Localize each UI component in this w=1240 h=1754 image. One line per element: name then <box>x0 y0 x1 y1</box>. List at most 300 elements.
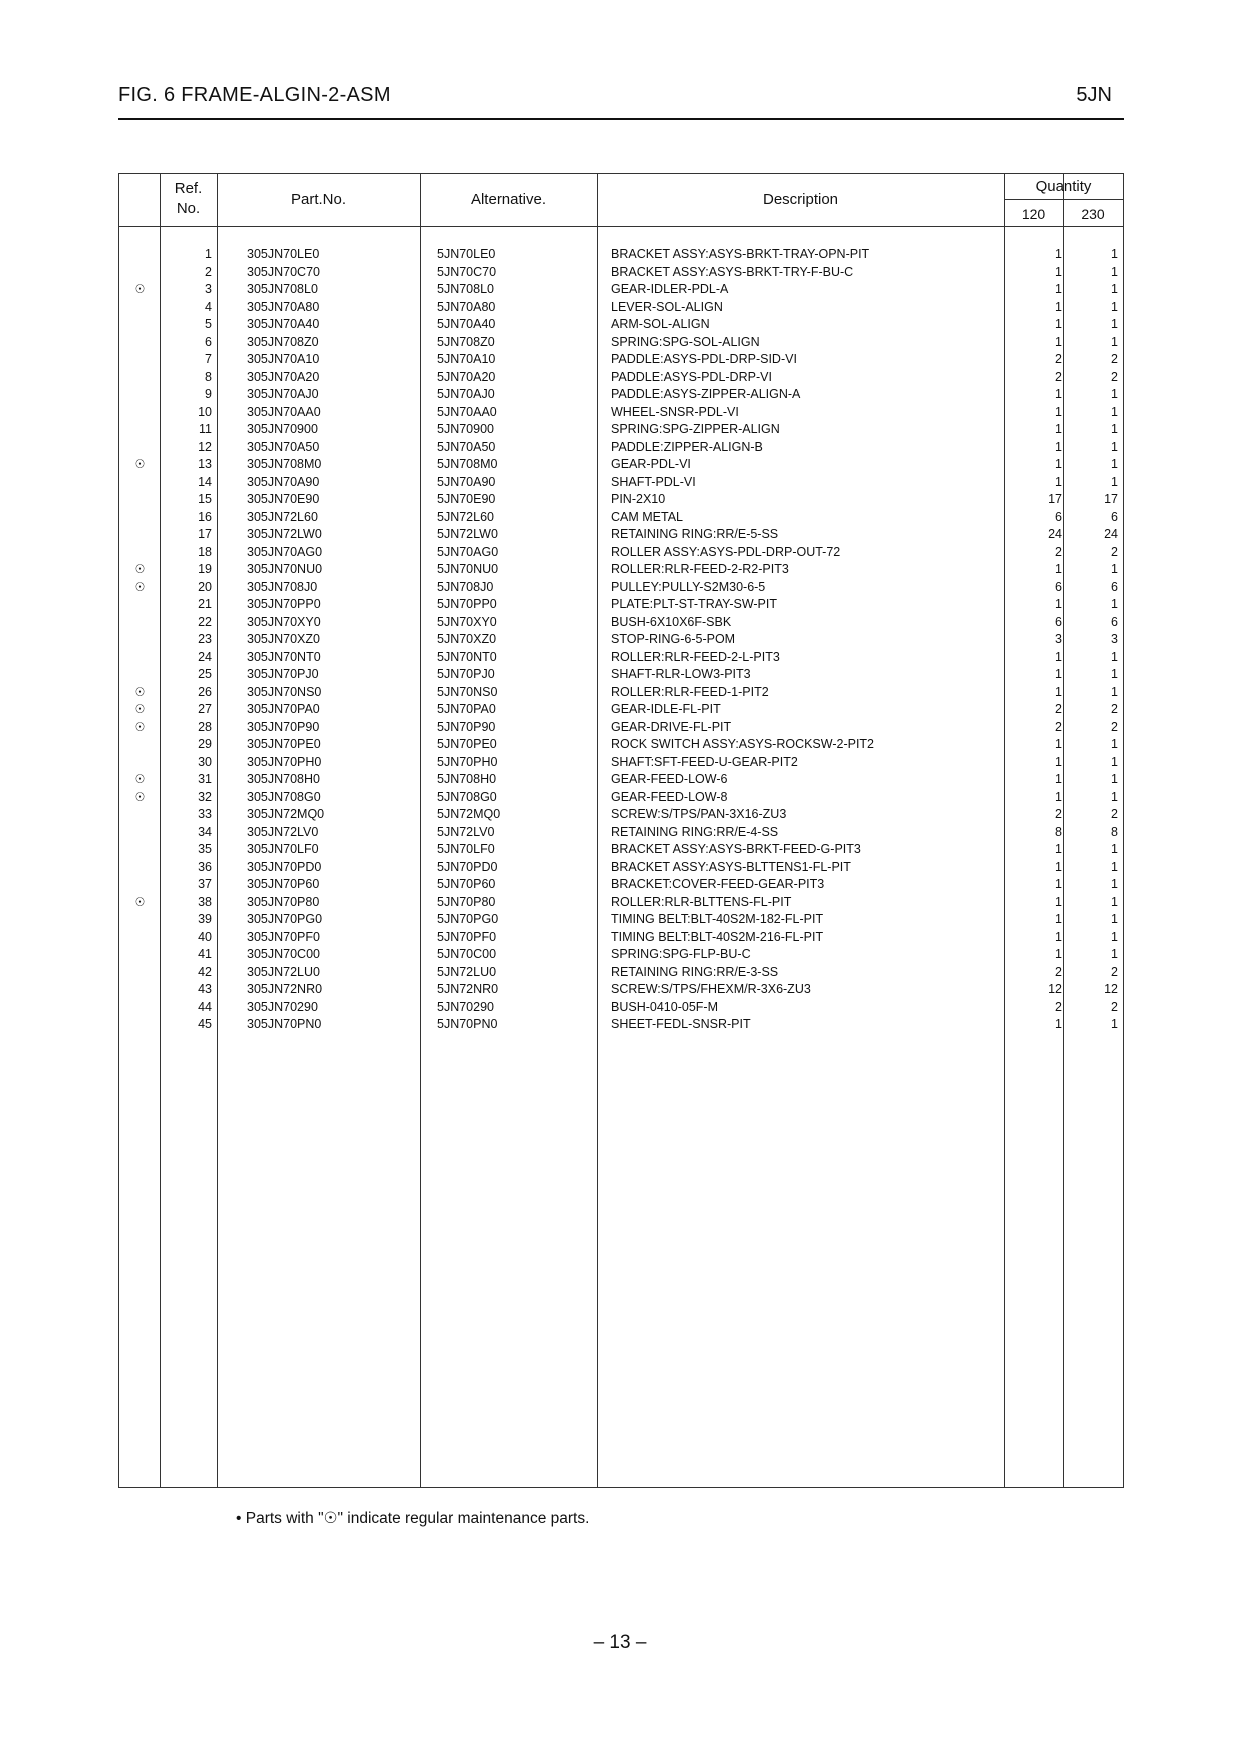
description-cell: SHEET-FEDL-SNSR-PIT <box>611 1017 751 1031</box>
description-cell: ROCK SWITCH ASSY:ASYS-ROCKSW-2-PIT2 <box>611 737 875 751</box>
description-cell: GEAR-PDL-VI <box>611 457 691 471</box>
part-no-cell: 305JN70P90 <box>247 719 320 734</box>
qty-230-cell: 1 <box>1111 947 1118 961</box>
description-cell: ROLLER ASSY:ASYS-PDL-DRP-OUT-72 <box>611 544 841 559</box>
alternative-cell: 5JN708L0 <box>437 282 494 296</box>
alternative-cell: 5JN70900 <box>437 422 494 436</box>
alternative-cell: 5JN708M0 <box>437 457 498 471</box>
qty-230-cell: 1 <box>1111 247 1118 261</box>
part-no-cell: 305JN708M0 <box>247 457 322 471</box>
part-no-cell: 305JN72MQ0 <box>247 807 325 821</box>
qty-230-cell: 2 <box>1111 807 1118 821</box>
alternative-cell: 5JN70C70 <box>437 264 497 279</box>
ref-no-cell: 27 <box>198 702 212 716</box>
qty-230-cell: 1 <box>1111 877 1118 891</box>
description-cell: ROLLER:RLR-FEED-2-L-PIT3 <box>611 649 780 664</box>
alternative-cell: 5JN72LW0 <box>437 527 498 541</box>
table-row <box>119 561 1123 579</box>
qty-230-cell: 8 <box>1111 824 1118 839</box>
part-no-cell: 305JN70A80 <box>247 299 320 314</box>
table-row <box>119 509 1123 527</box>
alternative-cell: 5JN70AG0 <box>437 544 499 559</box>
ref-no-cell: 24 <box>198 649 212 664</box>
table-row <box>119 824 1123 842</box>
table-row <box>119 264 1123 282</box>
description-cell: GEAR-FEED-LOW-8 <box>611 789 728 804</box>
table-row <box>119 666 1123 684</box>
description-cell: SCREW:S/TPS/FHEXM/R-3X6-ZU3 <box>611 982 811 996</box>
table-row <box>119 841 1123 859</box>
qty-120-cell: 1 <box>1055 789 1062 804</box>
qty-230-cell: 2 <box>1111 352 1118 366</box>
qty-120-cell: 1 <box>1055 422 1062 436</box>
qty-120-cell: 1 <box>1055 334 1062 349</box>
qty-230-cell: 1 <box>1111 737 1118 751</box>
ref-no-cell: 1 <box>205 247 212 261</box>
qty-120-cell: 6 <box>1055 579 1062 594</box>
qty-120-cell: 1 <box>1055 439 1062 454</box>
qty-120-cell: 1 <box>1055 737 1062 751</box>
qty-230-cell: 1 <box>1111 264 1118 279</box>
maintenance-mark-icon: ☉ <box>134 702 146 716</box>
ref-no-cell: 16 <box>198 509 212 524</box>
description-cell: LEVER-SOL-ALIGN <box>611 299 723 314</box>
alternative-cell: 5JN70LF0 <box>437 842 495 856</box>
qty-230-cell: 1 <box>1111 842 1118 856</box>
part-no-cell: 305JN70C70 <box>247 264 320 279</box>
qty-230-cell: 2 <box>1111 702 1118 716</box>
maintenance-mark-icon: ☉ <box>134 684 146 699</box>
qty-230-cell: 1 <box>1111 299 1118 314</box>
qty-230-cell: 1 <box>1111 667 1118 681</box>
qty-230-cell: 2 <box>1111 544 1118 559</box>
ref-no-cell: 25 <box>198 667 212 681</box>
part-no-cell: 305JN72LV0 <box>247 824 319 839</box>
qty-120-cell: 1 <box>1055 929 1062 944</box>
qty-120-cell: 3 <box>1055 632 1062 646</box>
qty-120-cell: 1 <box>1055 667 1062 681</box>
alternative-cell: 5JN72L60 <box>437 509 494 524</box>
alternative-cell: 5JN70PJ0 <box>437 667 495 681</box>
alternative-cell: 5JN70A80 <box>437 299 496 314</box>
qty-230-cell: 17 <box>1104 492 1118 506</box>
part-no-cell: 305JN70PD0 <box>247 859 322 874</box>
maintenance-mark-icon: ☉ <box>134 894 146 909</box>
alternative-cell: 5JN70XZ0 <box>437 632 497 646</box>
table-row <box>119 876 1123 894</box>
qty-120-cell: 1 <box>1055 754 1062 769</box>
description-cell: PADDLE:ZIPPER-ALIGN-B <box>611 439 763 454</box>
alternative-cell: 5JN70P60 <box>437 877 496 891</box>
description-cell: BRACKET ASSY:ASYS-BRKT-FEED-G-PIT3 <box>611 842 861 856</box>
alternative-cell: 5JN70PE0 <box>437 737 497 751</box>
table-row <box>119 596 1123 614</box>
ref-no-cell: 34 <box>198 824 212 839</box>
part-no-cell: 305JN70LE0 <box>247 247 320 261</box>
maintenance-mark-icon: ☉ <box>134 579 146 594</box>
description-cell: ARM-SOL-ALIGN <box>611 317 710 331</box>
table-row <box>119 1016 1123 1034</box>
description-cell: BUSH-6X10X6F-SBK <box>611 614 732 629</box>
table-row <box>119 526 1123 544</box>
part-no-cell: 305JN70NS0 <box>247 684 322 699</box>
qty-230-cell: 1 <box>1111 597 1118 611</box>
qty-230-cell: 1 <box>1111 334 1118 349</box>
qty-230-cell: 2 <box>1111 719 1118 734</box>
alternative-cell: 5JN70PH0 <box>437 754 498 769</box>
table-row <box>119 369 1123 387</box>
alternative-cell: 5JN70A50 <box>437 439 496 454</box>
table-row <box>119 719 1123 737</box>
part-no-cell: 305JN70LF0 <box>247 842 319 856</box>
part-no-cell: 305JN70NU0 <box>247 562 323 576</box>
description-cell: ROLLER:RLR-FEED-1-PIT2 <box>611 684 769 699</box>
qty-120-cell: 1 <box>1055 947 1062 961</box>
alternative-cell: 5JN70PA0 <box>437 702 496 716</box>
part-no-cell: 305JN72NR0 <box>247 982 323 996</box>
header-description: Description <box>762 191 839 208</box>
qty-120-cell: 1 <box>1055 859 1062 874</box>
table-row <box>119 946 1123 964</box>
qty-230-cell: 12 <box>1104 982 1118 996</box>
description-cell: SPRING:SPG-SOL-ALIGN <box>611 334 760 349</box>
page-number: – 13 – <box>593 1632 647 1653</box>
alternative-cell: 5JN70A20 <box>437 369 496 384</box>
table-row <box>119 754 1123 772</box>
qty-120-cell: 1 <box>1055 912 1062 926</box>
table-row <box>119 544 1123 562</box>
ref-no-cell: 33 <box>198 807 212 821</box>
part-no-cell: 305JN70290 <box>247 999 318 1014</box>
description-cell: SHAFT:SFT-FEED-U-GEAR-PIT2 <box>611 754 798 769</box>
table-row <box>119 386 1123 404</box>
qty-120-cell: 1 <box>1055 457 1062 471</box>
qty-120-cell: 2 <box>1055 719 1062 734</box>
description-cell: STOP-RING-6-5-POM <box>611 632 736 646</box>
maintenance-mark-icon: ☉ <box>134 562 146 576</box>
ref-no-cell: 5 <box>205 317 212 331</box>
ref-no-cell: 45 <box>198 1017 212 1031</box>
ref-no-cell: 21 <box>198 597 212 611</box>
qty-230-cell: 1 <box>1111 1017 1118 1031</box>
alternative-cell: 5JN70NS0 <box>437 684 498 699</box>
page-header <box>118 84 1124 120</box>
part-no-cell: 305JN70PH0 <box>247 754 322 769</box>
part-no-cell: 305JN70A10 <box>247 352 320 366</box>
alternative-cell: 5JN72LV0 <box>437 824 495 839</box>
qty-230-cell: 1 <box>1111 387 1118 401</box>
ref-no-cell: 42 <box>198 964 212 979</box>
ref-no-cell: 37 <box>198 877 212 891</box>
description-cell: CAM METAL <box>611 509 683 524</box>
table-row <box>119 474 1123 492</box>
part-no-cell: 305JN70C00 <box>247 947 320 961</box>
qty-230-cell: 1 <box>1111 649 1118 664</box>
ref-no-cell: 41 <box>198 947 212 961</box>
qty-120-cell: 2 <box>1055 369 1062 384</box>
part-no-cell: 305JN70AA0 <box>247 404 321 419</box>
part-no-cell: 305JN70PA0 <box>247 702 320 716</box>
part-no-cell: 305JN72LW0 <box>247 527 322 541</box>
ref-no-cell: 35 <box>198 842 212 856</box>
description-cell: GEAR-DRIVE-FL-PIT <box>611 719 732 734</box>
qty-120-cell: 1 <box>1055 247 1062 261</box>
qty-120-cell: 1 <box>1055 282 1062 296</box>
table-row <box>119 246 1123 264</box>
part-no-cell: 305JN70A90 <box>247 474 320 489</box>
qty-230-cell: 24 <box>1104 527 1118 541</box>
part-no-cell: 305JN70PF0 <box>247 929 320 944</box>
qty-120-cell: 2 <box>1055 999 1062 1014</box>
alternative-cell: 5JN708Z0 <box>437 334 495 349</box>
part-no-cell: 305JN70E90 <box>247 492 320 506</box>
description-cell: TIMING BELT:BLT-40S2M-216-FL-PIT <box>611 929 824 944</box>
ref-no-cell: 20 <box>198 579 212 594</box>
table-row <box>119 299 1123 317</box>
description-cell: BRACKET:COVER-FEED-GEAR-PIT3 <box>611 877 825 891</box>
qty-120-cell: 1 <box>1055 474 1062 489</box>
maintenance-mark-icon: ☉ <box>134 457 146 471</box>
ref-no-cell: 10 <box>198 404 212 419</box>
ref-no-cell: 4 <box>205 299 212 314</box>
qty-230-cell: 1 <box>1111 789 1118 804</box>
alternative-cell: 5JN70PF0 <box>437 929 497 944</box>
alternative-cell: 5JN70AJ0 <box>437 387 495 401</box>
description-cell: WHEEL-SNSR-PDL-VI <box>611 404 739 419</box>
header-part-no: Part.No. <box>290 191 347 208</box>
ref-no-cell: 18 <box>198 544 212 559</box>
qty-230-cell: 1 <box>1111 474 1118 489</box>
description-cell: GEAR-IDLE-FL-PIT <box>611 702 721 716</box>
description-cell: PULLEY:PULLY-S2M30-6-5 <box>611 579 766 594</box>
header-qty-120: 120 <box>1021 206 1046 222</box>
part-no-cell: 305JN70XY0 <box>247 614 321 629</box>
qty-230-cell: 1 <box>1111 404 1118 419</box>
part-no-cell: 305JN70PP0 <box>247 597 321 611</box>
qty-120-cell: 1 <box>1055 772 1062 786</box>
description-cell: TIMING BELT:BLT-40S2M-182-FL-PIT <box>611 912 824 926</box>
description-cell: RETAINING RING:RR/E-4-SS <box>611 824 779 839</box>
part-no-cell: 305JN70AG0 <box>247 544 323 559</box>
table-row <box>119 456 1123 474</box>
maintenance-mark-icon: ☉ <box>134 719 146 734</box>
alternative-cell: 5JN70P90 <box>437 719 496 734</box>
description-cell: PADDLE:ASYS-ZIPPER-ALIGN-A <box>611 387 801 401</box>
alternative-cell: 5JN70C00 <box>437 947 497 961</box>
alternative-cell: 5JN708H0 <box>437 772 497 786</box>
ref-no-cell: 40 <box>198 929 212 944</box>
qty-230-cell: 1 <box>1111 562 1118 576</box>
ref-no-cell: 7 <box>205 352 212 366</box>
description-cell: SPRING:SPG-FLP-BU-C <box>611 947 751 961</box>
qty-120-cell: 1 <box>1055 877 1062 891</box>
qty-120-cell: 2 <box>1055 807 1062 821</box>
ref-no-cell: 26 <box>198 684 212 699</box>
qty-120-cell: 2 <box>1055 702 1062 716</box>
part-no-cell: 305JN72L60 <box>247 509 318 524</box>
part-no-cell: 305JN70900 <box>247 422 318 436</box>
table-row <box>119 631 1123 649</box>
qty-120-cell: 1 <box>1055 387 1062 401</box>
qty-230-cell: 1 <box>1111 929 1118 944</box>
ref-no-cell: 15 <box>198 492 212 506</box>
qty-230-cell: 2 <box>1111 369 1118 384</box>
qty-120-cell: 24 <box>1048 527 1062 541</box>
part-no-cell: 305JN72LU0 <box>247 964 320 979</box>
table-row <box>119 439 1123 457</box>
table-row <box>119 684 1123 702</box>
description-cell: BRACKET ASSY:ASYS-BRKT-TRY-F-BU-C <box>611 264 854 279</box>
ref-no-cell: 22 <box>198 614 212 629</box>
header-qty-230: 230 <box>1081 206 1105 222</box>
table-row <box>119 981 1123 999</box>
ref-no-cell: 13 <box>198 457 212 471</box>
description-cell: BRACKET ASSY:ASYS-BLTTENS1-FL-PIT <box>611 859 851 874</box>
table-row <box>119 789 1123 807</box>
alternative-cell: 5JN70A40 <box>437 317 496 331</box>
figure-title: FIG. 6 FRAME-ALGIN-2-ASM <box>118 84 391 106</box>
qty-120-cell: 1 <box>1055 562 1062 576</box>
qty-120-cell: 2 <box>1055 352 1062 366</box>
description-cell: GEAR-FEED-LOW-6 <box>611 772 728 786</box>
qty-120-cell: 2 <box>1055 544 1062 559</box>
qty-230-cell: 1 <box>1111 684 1118 699</box>
alternative-cell: 5JN72NR0 <box>437 982 499 996</box>
qty-120-cell: 1 <box>1055 1017 1062 1031</box>
ref-no-cell: 44 <box>198 999 212 1014</box>
maintenance-mark-icon: ☉ <box>134 772 146 786</box>
part-no-cell: 305JN70P80 <box>247 894 320 909</box>
qty-120-cell: 1 <box>1055 649 1062 664</box>
part-no-cell: 305JN70PE0 <box>247 737 321 751</box>
table-row <box>119 806 1123 824</box>
description-cell: PIN-2X10 <box>611 492 666 506</box>
part-no-cell: 305JN70XZ0 <box>247 632 320 646</box>
description-cell: PADDLE:ASYS-PDL-DRP-VI <box>611 369 772 384</box>
maintenance-mark-icon: ☉ <box>134 789 146 804</box>
table-row <box>119 929 1123 947</box>
alternative-cell: 5JN70NT0 <box>437 649 497 664</box>
alternative-cell: 5JN70XY0 <box>437 614 497 629</box>
alternative-cell: 5JN70A90 <box>437 474 496 489</box>
table-row <box>119 334 1123 352</box>
table-row <box>119 316 1123 334</box>
table-row <box>119 894 1123 912</box>
table-row <box>119 911 1123 929</box>
table-row <box>119 421 1123 439</box>
description-cell: ROLLER:RLR-BLTTENS-FL-PIT <box>611 894 792 909</box>
qty-120-cell: 2 <box>1055 964 1062 979</box>
part-no-cell: 305JN708Z0 <box>247 334 319 349</box>
ref-no-cell: 38 <box>198 894 212 909</box>
qty-120-cell: 12 <box>1048 982 1062 996</box>
qty-120-cell: 6 <box>1055 614 1062 629</box>
part-no-cell: 305JN70AJ0 <box>247 387 319 401</box>
description-cell: BRACKET ASSY:ASYS-BRKT-TRAY-OPN-PIT <box>611 247 870 261</box>
ref-no-cell: 39 <box>198 912 212 926</box>
qty-230-cell: 1 <box>1111 912 1118 926</box>
qty-230-cell: 1 <box>1111 422 1118 436</box>
ref-no-cell: 31 <box>198 772 212 786</box>
qty-120-cell: 1 <box>1055 894 1062 909</box>
ref-no-cell: 43 <box>198 982 212 996</box>
part-no-cell: 305JN70NT0 <box>247 649 321 664</box>
alternative-cell: 5JN70PN0 <box>437 1017 498 1031</box>
table-row <box>119 701 1123 719</box>
alternative-cell: 5JN70P80 <box>437 894 496 909</box>
part-no-cell: 305JN70P60 <box>247 877 320 891</box>
qty-120-cell: 1 <box>1055 299 1062 314</box>
alternative-cell: 5JN70AA0 <box>437 404 497 419</box>
description-cell: PADDLE:ASYS-PDL-DRP-SID-VI <box>611 352 797 366</box>
qty-120-cell: 8 <box>1055 824 1062 839</box>
table-row <box>119 736 1123 754</box>
table-row <box>119 579 1123 597</box>
qty-230-cell: 6 <box>1111 579 1118 594</box>
description-cell: RETAINING RING:RR/E-5-SS <box>611 527 779 541</box>
qty-120-cell: 6 <box>1055 509 1062 524</box>
qty-230-cell: 1 <box>1111 859 1118 874</box>
part-no-cell: 305JN708H0 <box>247 772 320 786</box>
ref-no-cell: 17 <box>198 527 212 541</box>
part-no-cell: 305JN70A20 <box>247 369 320 384</box>
description-cell: GEAR-IDLER-PDL-A <box>611 282 729 296</box>
table-row <box>119 771 1123 789</box>
qty-120-cell: 1 <box>1055 264 1062 279</box>
qty-230-cell: 1 <box>1111 894 1118 909</box>
alternative-cell: 5JN72MQ0 <box>437 807 501 821</box>
qty-120-cell: 1 <box>1055 597 1062 611</box>
table-row <box>119 999 1123 1017</box>
table-row <box>119 404 1123 422</box>
ref-no-cell: 30 <box>198 754 212 769</box>
description-cell: ROLLER:RLR-FEED-2-R2-PIT3 <box>611 562 789 576</box>
ref-no-cell: 19 <box>198 562 212 576</box>
alternative-cell: 5JN70A10 <box>437 352 496 366</box>
ref-no-cell: 6 <box>205 334 212 349</box>
table-row <box>119 614 1123 632</box>
qty-230-cell: 3 <box>1111 632 1118 646</box>
table-row <box>119 351 1123 369</box>
alternative-cell: 5JN708G0 <box>437 789 497 804</box>
part-no-cell: 305JN708J0 <box>247 579 318 594</box>
description-cell: BUSH-0410-05F-M <box>611 999 718 1014</box>
qty-120-cell: 1 <box>1055 404 1062 419</box>
description-cell: SCREW:S/TPS/PAN-3X16-ZU3 <box>611 807 787 821</box>
table-row <box>119 649 1123 667</box>
part-no-cell: 305JN70PJ0 <box>247 667 319 681</box>
alternative-cell: 5JN72LU0 <box>437 964 497 979</box>
table-row <box>119 491 1123 509</box>
model-code: 5JN <box>1076 84 1112 106</box>
description-cell: SPRING:SPG-ZIPPER-ALIGN <box>611 422 780 436</box>
description-cell: PLATE:PLT-ST-TRAY-SW-PIT <box>611 597 778 611</box>
qty-230-cell: 1 <box>1111 317 1118 331</box>
alternative-cell: 5JN70PG0 <box>437 912 499 926</box>
part-no-cell: 305JN708G0 <box>247 789 321 804</box>
alternative-cell: 5JN708J0 <box>437 579 494 594</box>
qty-230-cell: 2 <box>1111 999 1118 1014</box>
part-no-cell: 305JN70A40 <box>247 317 320 331</box>
parts-table <box>118 173 1124 1488</box>
qty-120-cell: 17 <box>1048 492 1062 506</box>
qty-120-cell: 1 <box>1055 317 1062 331</box>
description-cell: SHAFT-RLR-LOW3-PIT3 <box>611 667 751 681</box>
ref-no-cell: 29 <box>198 737 212 751</box>
maintenance-note: • Parts with "☉" indicate regular maintenance parts. <box>236 1510 590 1527</box>
ref-no-cell: 8 <box>205 369 212 384</box>
ref-no-cell: 23 <box>198 632 212 646</box>
